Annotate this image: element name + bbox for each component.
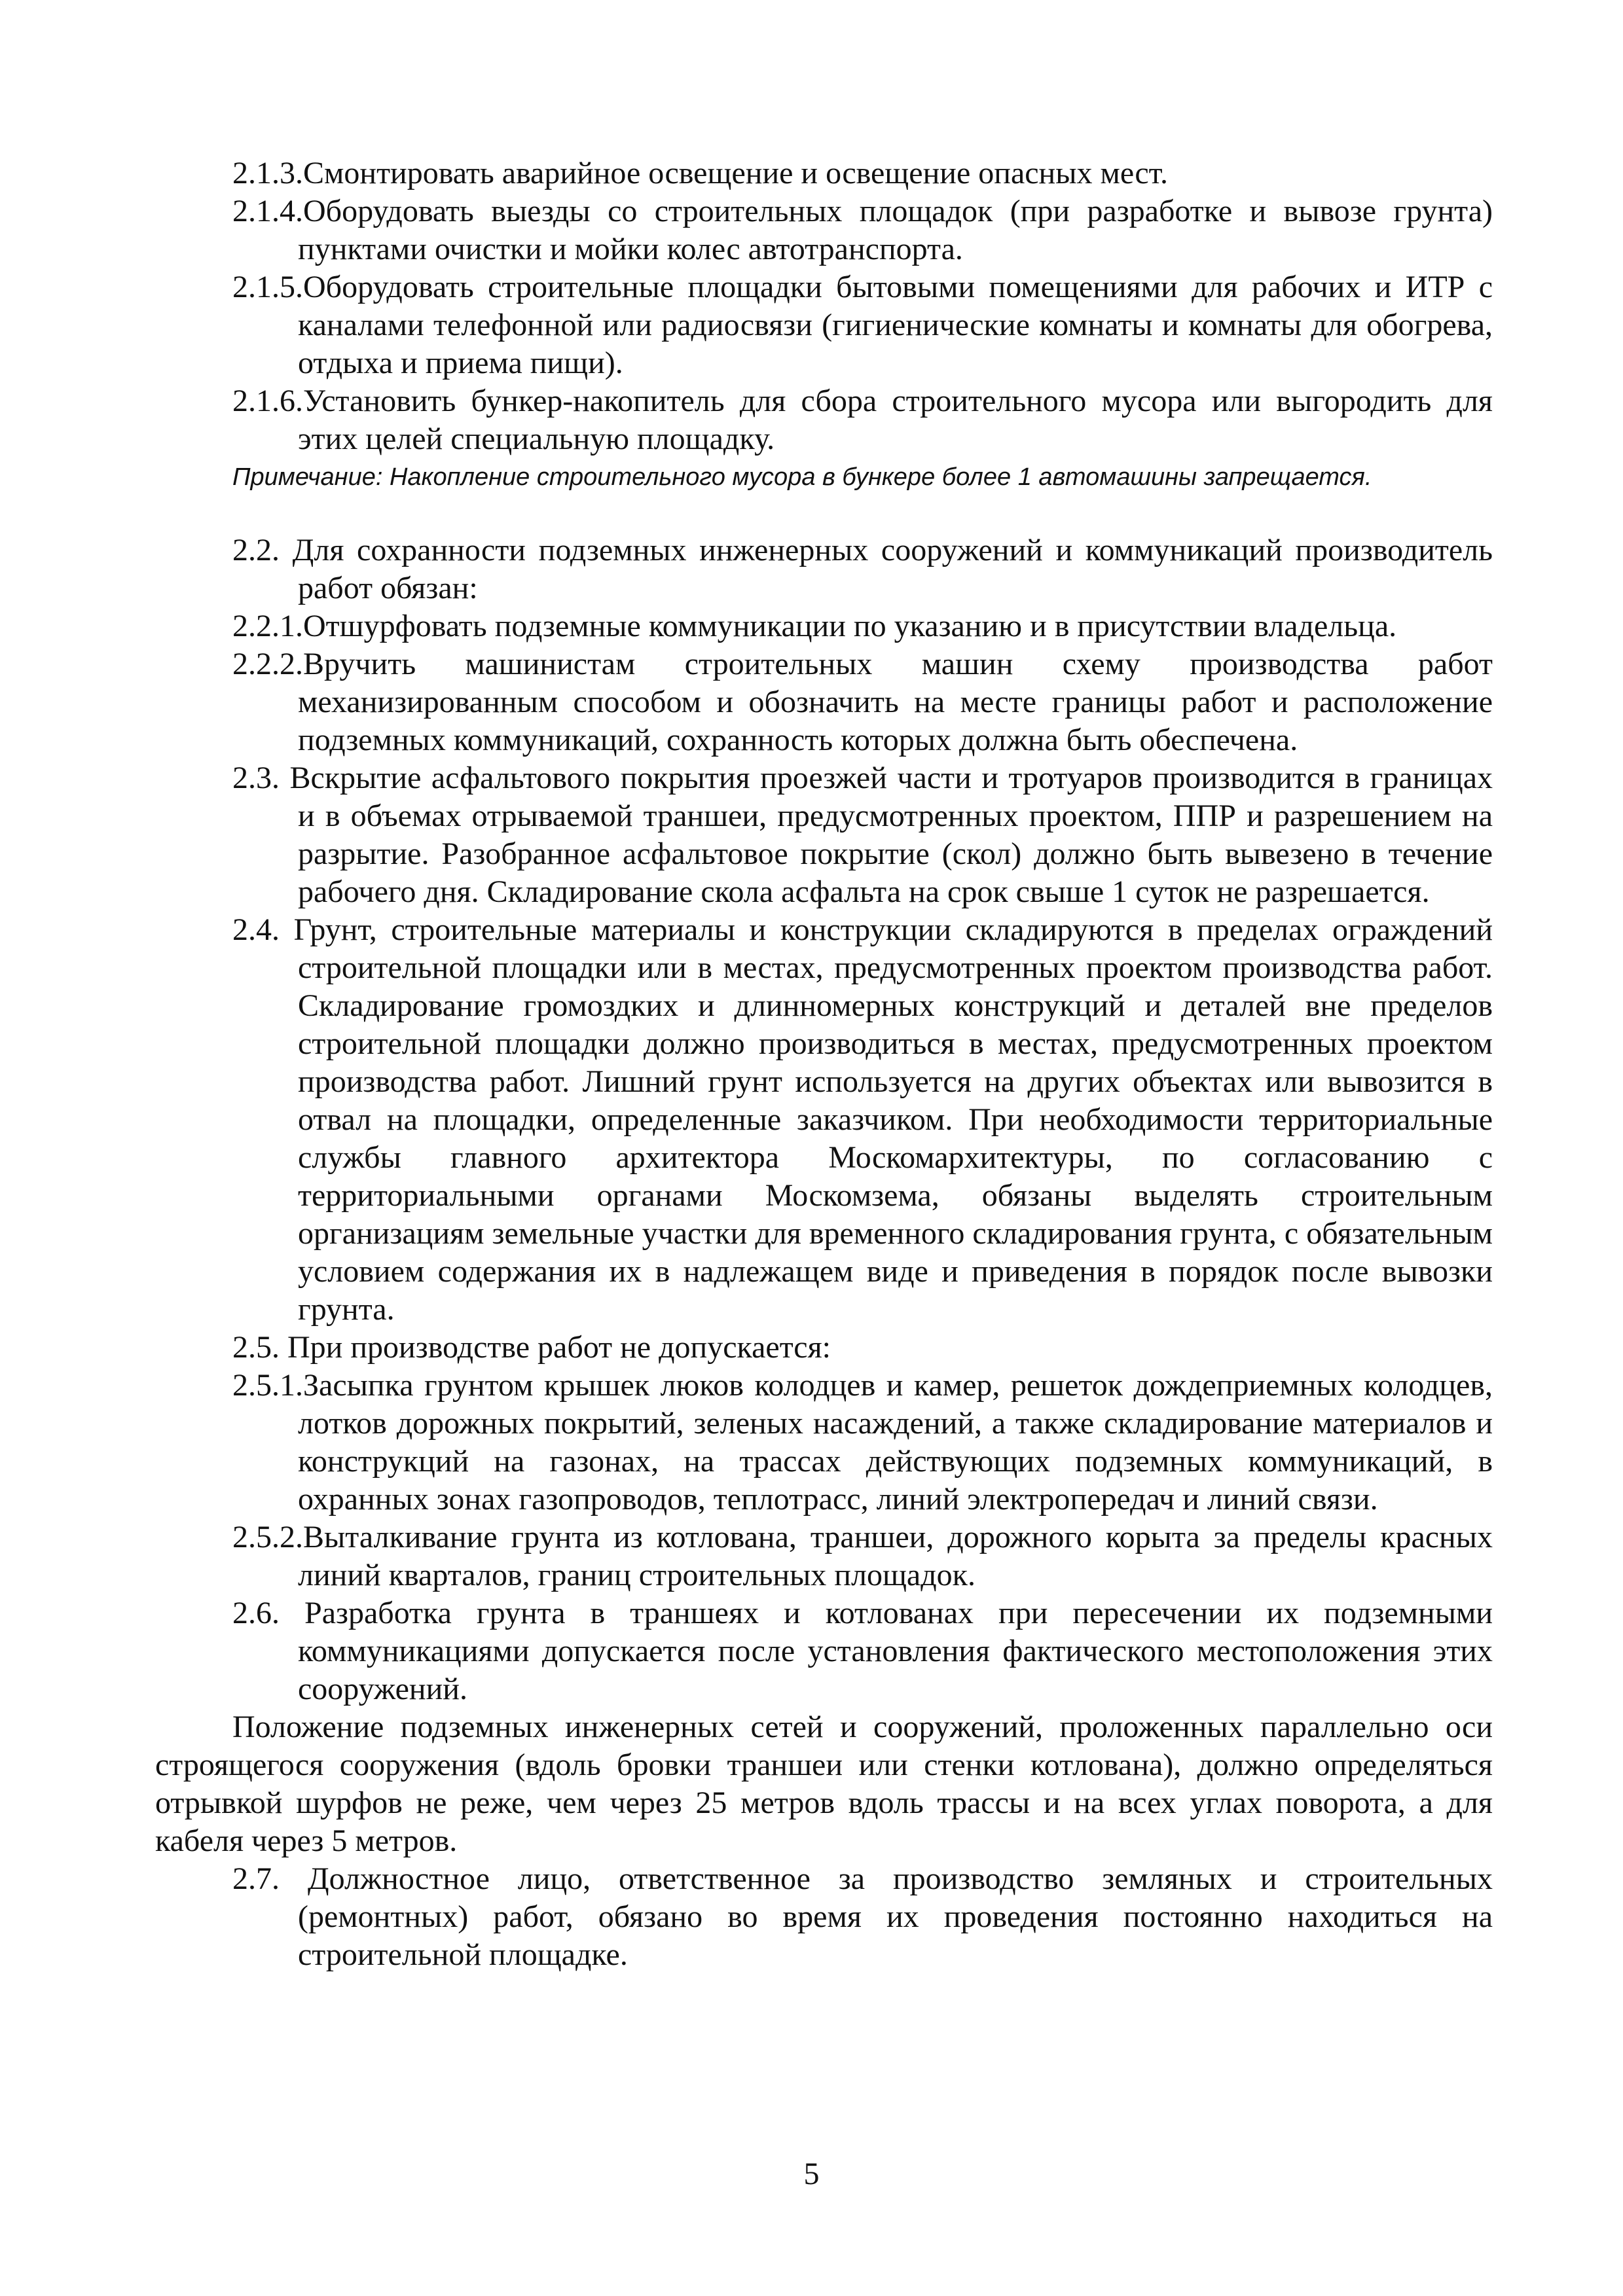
clause-2-5 xyxy=(232,1329,1493,1367)
clause-number: 2.1.6. xyxy=(232,384,303,418)
clause-number: 2.4. xyxy=(232,912,294,947)
clause-2-4 xyxy=(232,911,1493,1329)
clause-text: Вскрытие асфальтового покрытия проезжей части и тротуаров производится в границах и в объемах отрываемой траншеи, предусмотренных проектом, ППР и разрешением на разрытие. Разобранное асфальтовое покрытие (скол) должно быть вывезено в течение рабочего дня. Складирование скола асфальта на срок свыше 1 суток не разрешается. xyxy=(289,761,1493,909)
clause-text: Грунт, строительные материалы и конструкции складируются в пределах ограждений строительной площадки или в местах, предусмотренных проектом производства работ. Складирование громоздких и длинномерных конструкций и деталей вне пределов строительной площадки должно производиться в местах, предусмотренных проектом производства работ. Лишний грунт используется на других объектах или вывозится в отвал на площадки, определенные заказчиком. При необходимости территориальные службы главного архитектора Москомархитектуры, по согласованию с территориальными органами Москомзема, обязаны выделять строительным организациям земельные участки для временного складирования грунта, с обязательным условием содержания их в надлежащем виде и приведения в порядок после вывозки грунта. xyxy=(293,912,1493,1327)
document-body xyxy=(155,154,1493,1974)
clause-number: 2.1.4. xyxy=(232,194,303,228)
clause-text: Отшурфовать подземные коммуникации по указанию и в присутствии владельца. xyxy=(303,609,1397,643)
page-number: 5 xyxy=(803,2157,820,2191)
clause-text: Должностное лицо, ответственное за производство земляных и строительных (ремонтных) работ, обязано во время их проведения постоянно находиться на строительной площадке. xyxy=(298,1861,1493,1972)
clause-2-1-3 xyxy=(232,154,1493,192)
clause-text: Смонтировать аварийное освещение и освещение опасных мест. xyxy=(303,156,1169,190)
clause-number: 2.2.1. xyxy=(232,609,303,643)
clause-2-2-1 xyxy=(232,607,1493,645)
clause-number: 2.6. xyxy=(232,1596,304,1630)
clause-2-5-1 xyxy=(232,1367,1493,1518)
clause-2-7 xyxy=(232,1860,1493,1974)
clause-2-1-5 xyxy=(232,268,1493,382)
clause-number: 2.3. xyxy=(232,761,290,795)
clause-number: 2.5.2. xyxy=(232,1520,303,1554)
clause-2-1-4 xyxy=(232,192,1493,268)
note-text: Примечание: Накопление строительного мусора в бункере более 1 автомашины запрещается. xyxy=(232,463,1372,491)
clause-text: Установить бункер-накопитель для сбора строительного мусора или выгородить для этих целей специальную площадку. xyxy=(298,384,1493,456)
clause-text: При производстве работ не допускается: xyxy=(287,1330,831,1365)
clause-2-1-6 xyxy=(232,382,1493,458)
clause-number: 2.7. xyxy=(232,1861,308,1896)
clause-text: Вручить машинистам строительных машин схему производства работ механизированным способом и обозначить на месте границы работ и расположение подземных коммуникаций, сохранность которых должна быть обеспечена. xyxy=(298,647,1493,757)
clause-text: Оборудовать выезды со строительных площадок (при разработке и вывозе грунта) пунктами очистки и мойки колес автотранспорта. xyxy=(298,194,1493,266)
clause-number: 2.2.2. xyxy=(232,647,303,681)
clause-number: 2.2. xyxy=(232,533,293,567)
clause-text: Выталкивание грунта из котлована, траншеи, дорожного корыта за пределы красных линий кварталов, границ строительных площадок. xyxy=(298,1520,1493,1592)
clause-2-5-2 xyxy=(232,1518,1493,1594)
clause-text: Оборудовать строительные площадки бытовыми помещениями для рабочих и ИТР с каналами телефонной или радиосвязи (гигиенические комнаты и комнаты для обогрева, отдыха и приема пищи). xyxy=(298,270,1493,380)
clause-number: 2.5. xyxy=(232,1330,287,1365)
clause-2-2 xyxy=(232,531,1493,607)
clause-text: Для сохранности подземных инженерных сооружений и коммуникаций производитель работ обязан: xyxy=(292,533,1493,605)
body-paragraph: Положение подземных инженерных сетей и сооружений, проложенных параллельно оси строящегося сооружения (вдоль бровки траншеи или стенки котлована), должно определяться отрывкой шурфов не реже, чем через 25 метров вдоль трассы и на всех углах поворота, а для кабеля через 5 метров. xyxy=(155,1710,1493,1858)
clause-text: Разработка грунта в траншеях и котлованах при пересечении их подземными коммуникациями допускается после установления фактического местоположения этих сооружений. xyxy=(298,1596,1493,1706)
clause-2-6 xyxy=(232,1594,1493,1708)
clause-number: 2.5.1. xyxy=(232,1368,303,1403)
clause-number: 2.1.3. xyxy=(232,156,303,190)
clause-number: 2.1.5. xyxy=(232,270,303,304)
clause-2-2-2 xyxy=(232,645,1493,759)
clause-2-3 xyxy=(232,759,1493,911)
clause-text: Засыпка грунтом крышек люков колодцев и камер, решеток дождеприемных колодцев, лотков дорожных покрытий, зеленых насаждений, а также складирование материалов и конструкций на газонах, на трассах действующих подземных коммуникаций, в охранных зонах газопроводов, теплотрасс, линий электропередач и линий связи. xyxy=(298,1368,1493,1516)
